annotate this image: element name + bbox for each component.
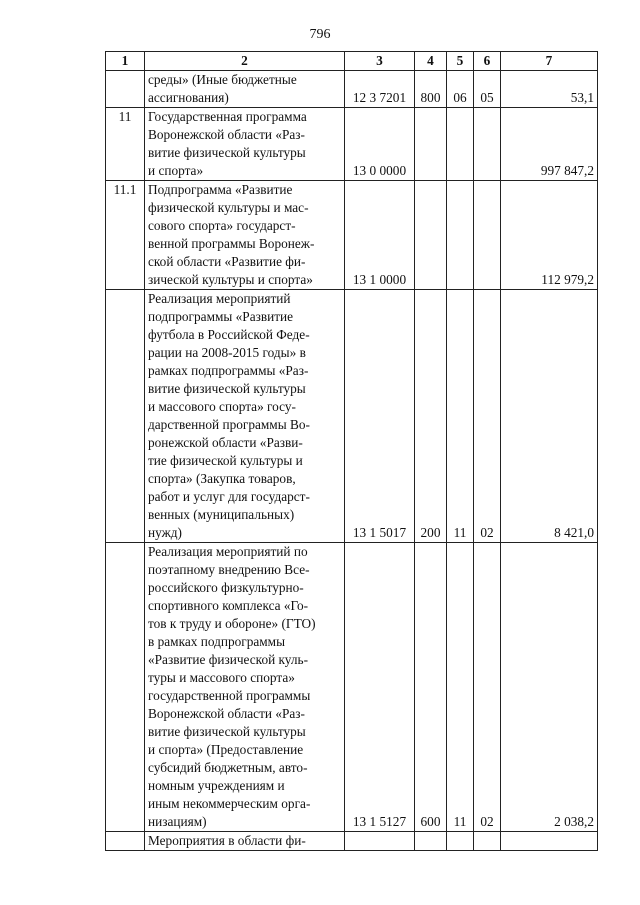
description-line: ской области «Развитие фи- <box>148 254 306 269</box>
header-col-6: 6 <box>474 52 501 71</box>
section-code <box>447 108 474 181</box>
subsection-code <box>474 181 501 290</box>
description-line: иным некоммерческим орга- <box>148 796 311 811</box>
header-col-4: 4 <box>415 52 447 71</box>
page-number: 796 <box>309 27 331 42</box>
description-line: Подпрограмма «Развитие <box>148 182 293 197</box>
section-code: 06 <box>447 71 474 108</box>
description-line: Государственная программа <box>148 109 307 124</box>
row-description <box>145 108 345 181</box>
row-number <box>106 71 145 108</box>
description-line: Воронежской области «Раз- <box>148 127 305 142</box>
description-line: сового спорта» государст- <box>148 218 296 233</box>
description-line: зической культуры и спорта» <box>148 272 313 287</box>
budget-table <box>105 51 598 851</box>
row-number <box>106 832 145 851</box>
description-line: российского физкультурно- <box>148 580 304 595</box>
amount: 997 847,2 <box>501 108 598 181</box>
description-line: номным учреждениям и <box>148 778 285 793</box>
description-line: субсидий бюджетным, авто- <box>148 760 308 775</box>
section-code: 11 <box>447 290 474 543</box>
description-line: подпрограммы «Развитие <box>148 309 294 324</box>
description-line: Реализация мероприятий по <box>148 544 308 559</box>
section-code: 11 <box>447 543 474 832</box>
description-line: среды» (Иные бюджетные <box>148 72 297 87</box>
table-row <box>106 290 598 543</box>
description-line: витие физической культуры <box>148 145 306 160</box>
target-article-code: 13 0 0000 <box>345 108 415 181</box>
target-article-code: 13 1 5127 <box>345 543 415 832</box>
target-article-code <box>345 832 415 851</box>
row-number <box>106 543 145 832</box>
subsection-code: 02 <box>474 290 501 543</box>
description-line: венных (муниципальных) <box>148 507 295 522</box>
amount: 53,1 <box>501 71 598 108</box>
subsection-code: 05 <box>474 71 501 108</box>
description-line: спорта» (Закупка товаров, <box>148 471 296 486</box>
description-line: ронежской области «Разви- <box>148 435 303 450</box>
description-line: венной программы Воронеж- <box>148 236 315 251</box>
description-line: витие физической культуры <box>148 381 306 396</box>
table-row <box>106 181 598 290</box>
description-line: дарственной программы Во- <box>148 417 310 432</box>
description-line: и массового спорта» госу- <box>148 399 296 414</box>
description-line: туры и массового спорта» <box>148 670 295 685</box>
row-description <box>145 290 345 543</box>
expense-type-code <box>415 108 447 181</box>
section-code <box>447 181 474 290</box>
row-number: 11 <box>106 108 145 181</box>
expense-type-code <box>415 181 447 290</box>
row-number <box>106 290 145 543</box>
expense-type-code: 600 <box>415 543 447 832</box>
header-col-7: 7 <box>501 52 598 71</box>
target-article-code: 13 1 5017 <box>345 290 415 543</box>
row-description <box>145 543 345 832</box>
header-col-3: 3 <box>345 52 415 71</box>
description-line: нужд) <box>148 525 182 540</box>
description-line: футбола в Российской Феде- <box>148 327 310 342</box>
subsection-code: 02 <box>474 543 501 832</box>
description-line: спортивного комплекса «Го- <box>148 598 309 613</box>
table-row <box>106 832 598 851</box>
amount: 112 979,2 <box>501 181 598 290</box>
description-line: «Развитие физической куль- <box>148 652 309 667</box>
description-line: и спорта» (Предоставление <box>148 742 304 757</box>
header-col-5: 5 <box>447 52 474 71</box>
description-line: тов к труду и обороне» (ГТО) <box>148 616 316 631</box>
description-line: Воронежской области «Раз- <box>148 706 305 721</box>
description-line: тие физической культуры и <box>148 453 303 468</box>
description-line: в рамках подпрограммы <box>148 634 286 649</box>
description-line: физической культуры и мас- <box>148 200 309 215</box>
expense-type-code <box>415 832 447 851</box>
description-line: рации на 2008-2015 годы» в <box>148 345 306 360</box>
amount <box>501 832 598 851</box>
subsection-code <box>474 108 501 181</box>
description-line: и спорта» <box>148 163 204 178</box>
description-line: рамках подпрограммы «Раз- <box>148 363 309 378</box>
table-row <box>106 543 598 832</box>
description-line: Реализация мероприятий <box>148 291 291 306</box>
row-description <box>145 71 345 108</box>
header-col-2: 2 <box>145 52 345 71</box>
description-line: работ и услуг для государст- <box>148 489 310 504</box>
description-line: Мероприятия в области фи- <box>148 833 306 848</box>
row-description <box>145 832 345 851</box>
row-description <box>145 181 345 290</box>
description-line: поэтапному внедрению Все- <box>148 562 310 577</box>
table-row <box>106 108 598 181</box>
subsection-code <box>474 832 501 851</box>
expense-type-code: 200 <box>415 290 447 543</box>
row-number: 11.1 <box>106 181 145 290</box>
amount: 8 421,0 <box>501 290 598 543</box>
target-article-code: 12 3 7201 <box>345 71 415 108</box>
header-col-1: 1 <box>106 52 145 71</box>
description-line: низациям) <box>148 814 207 829</box>
expense-type-code: 800 <box>415 71 447 108</box>
section-code <box>447 832 474 851</box>
description-line: ассигнования) <box>148 90 229 105</box>
amount: 2 038,2 <box>501 543 598 832</box>
target-article-code: 13 1 0000 <box>345 181 415 290</box>
description-line: государственной программы <box>148 688 311 703</box>
header-row <box>106 52 598 71</box>
description-line: витие физической культуры <box>148 724 306 739</box>
table-row <box>106 71 598 108</box>
